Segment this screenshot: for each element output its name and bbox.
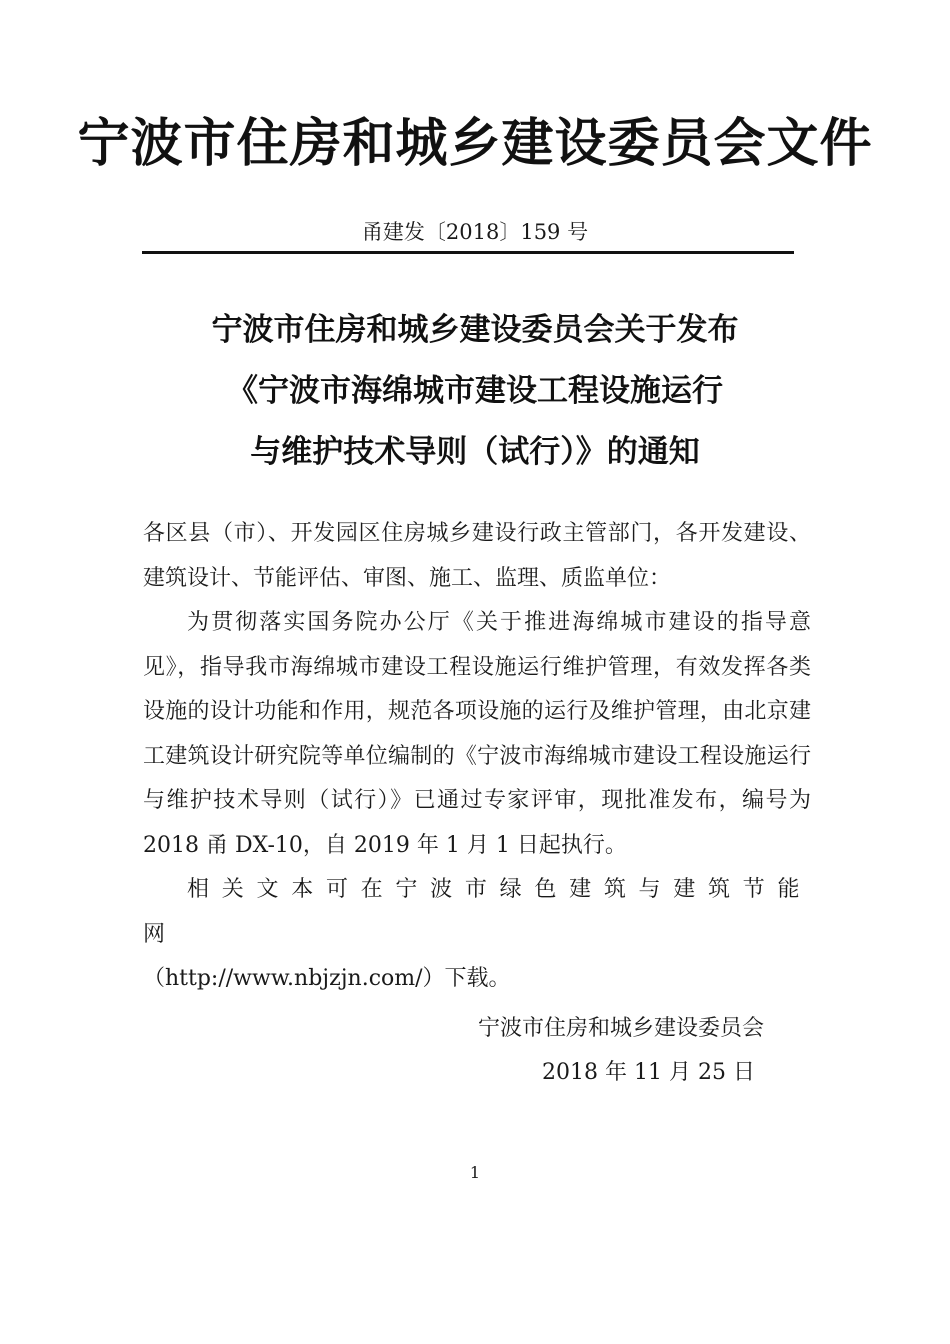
body-paragraph-2-line-1: 相关文本可在宁波市绿色建筑与建筑节能网 bbox=[143, 877, 811, 947]
signature-date: 2018 年 11 月 25 日 bbox=[542, 1060, 755, 1085]
document-title bbox=[0, 300, 950, 483]
document-body bbox=[143, 512, 811, 1002]
body-paragraph-2-line-2: （http://www.nbjzjn.com/）下载。 bbox=[143, 966, 511, 991]
issuer-header: 宁波市住房和城乡建设委员会文件 bbox=[77, 114, 873, 174]
body-paragraph-1: 为贯彻落实国务院办公厅《关于推进海绵城市建设的指导意见》，指导我市海绵城市建设工程设施运行维护管理，有效发挥各类设施的设计功能和作用，规范各项设施的运行及维护管理，由北京建工建筑设计研究院等单位编制的《宁波市海绵城市建设工程设施运行与维护技术导则（试行）》已通过专家评审，现批准发布，编号为 2018 甬 DX-10，自 2019 年 1 月 1 日起执行。 bbox=[143, 610, 811, 858]
title-line-1: 宁波市住房和城乡建设委员会关于发布 bbox=[211, 312, 739, 348]
title-line-2: 《宁波市海绵城市建设工程设施运行 bbox=[227, 373, 723, 409]
signature-organization: 宁波市住房和城乡建设委员会 bbox=[478, 1016, 765, 1041]
header-divider bbox=[142, 251, 794, 254]
title-line-3: 与维护技术导则（试行）》的通知 bbox=[250, 434, 700, 470]
addressee: 各区县（市）、开发园区住房城乡建设行政主管部门，各开发建设、建筑设计、节能评估、审图、施工、监理、质监单位： bbox=[143, 521, 811, 591]
document-number: 甬建发〔2018〕159 号 bbox=[361, 220, 589, 244]
page-number: 1 bbox=[469, 1163, 481, 1182]
